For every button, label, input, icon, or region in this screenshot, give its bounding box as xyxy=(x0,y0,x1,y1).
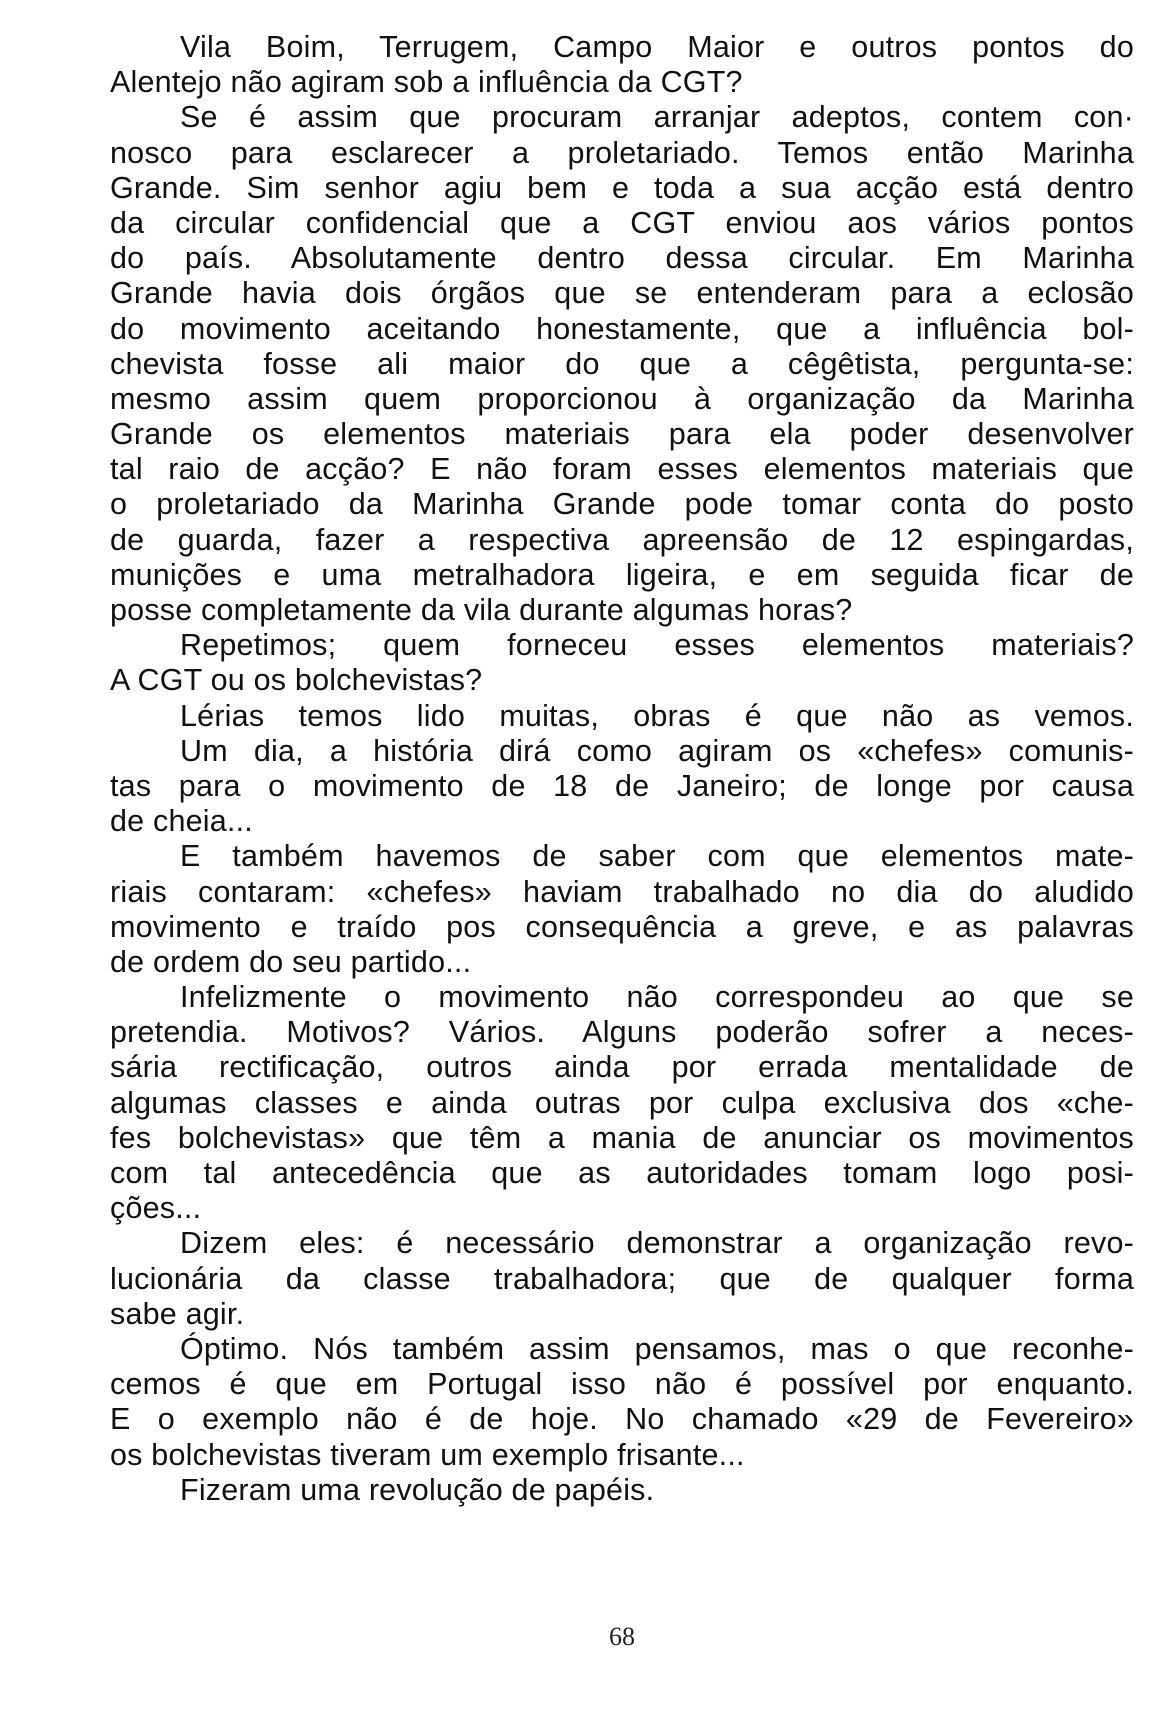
text-line: Lérias temos lido muitas, obras é que não as vemos. xyxy=(180,698,1134,733)
text-line: Óptimo. Nós também assim pensamos, mas o que reconhe- xyxy=(180,1331,1134,1366)
text-line: mesmo assim quem proporcionou à organização da Marinha xyxy=(110,381,1134,416)
text-line: Grande. Sim senhor agiu bem e toda a sua acção está dentro xyxy=(110,170,1134,205)
text-line: Se é assim que procuram arranjar adeptos, contem con· xyxy=(180,100,1134,135)
text-line: Alentejo não agiram sob a influência da CGT? xyxy=(110,65,743,100)
text-line: o proletariado da Marinha Grande pode tomar conta do posto xyxy=(110,487,1134,522)
text-line: chevista fosse ali maior do que a cêgêtista, pergunta-se: xyxy=(110,346,1134,381)
text-line: de ordem do seu partido... xyxy=(110,944,472,979)
text-line: Grande os elementos materiais para ela poder desenvolver xyxy=(110,417,1134,452)
text-line: posse completamente da vila durante algumas horas? xyxy=(110,593,853,627)
text-line: pretendia. Motivos? Vários. Alguns poderão sofrer a neces- xyxy=(110,1015,1134,1050)
text-line: os bolchevistas tiveram um exemplo frisante... xyxy=(110,1437,745,1472)
text-line: do movimento aceitando honestamente, que a influência bol- xyxy=(110,311,1134,346)
text-line: sabe agir. xyxy=(110,1296,245,1331)
text-line: A CGT ou os bolchevistas? xyxy=(110,663,483,698)
body-text xyxy=(110,30,1134,1508)
text-line: lucionária da classe trabalhadora; que de qualquer forma xyxy=(110,1261,1134,1296)
text-line: E também havemos de saber com que elementos mate- xyxy=(180,839,1134,874)
text-line: nosco para esclarecer a proletariado. Temos então Marinha xyxy=(110,135,1134,170)
text-line: de guarda, fazer a respectiva apreensão de 12 espingardas, xyxy=(110,522,1134,557)
page-number: 68 xyxy=(609,1622,635,1651)
text-line: movimento e traído pos consequência a greve, e as palavras xyxy=(110,909,1134,944)
text-line: tas para o movimento de 18 de Janeiro; de longe por causa xyxy=(110,768,1134,803)
text-line: Repetimos; quem forneceu esses elementos materiais? xyxy=(180,628,1134,663)
text-line: Grande havia dois órgãos que se entenderam para a eclosão xyxy=(110,276,1134,311)
text-line: ções... xyxy=(110,1191,202,1226)
text-line: Vila Boim, Terrugem, Campo Maior e outros pontos do xyxy=(180,30,1134,64)
text-line: tal raio de acção? E não foram esses elementos materiais que xyxy=(110,452,1134,487)
text-line: riais contaram: «chefes» haviam trabalhado no dia do aludido xyxy=(110,874,1134,909)
text-line: munições e uma metralhadora ligeira, e em seguida ficar de xyxy=(110,557,1134,592)
text-line: Um dia, a história dirá como agiram os «chefes» comunis- xyxy=(180,733,1134,768)
document-page xyxy=(110,30,1134,1651)
text-line: fes bolchevistas» que têm a mania de anunciar os movimentos xyxy=(110,1120,1134,1155)
text-line: de cheia... xyxy=(110,804,253,839)
text-line: algumas classes e ainda outras por culpa exclusiva dos «che- xyxy=(110,1085,1134,1120)
text-line: da circular confidencial que a CGT enviou aos vários pontos xyxy=(110,205,1134,240)
text-line: Fizeram uma revolução de papéis. xyxy=(180,1472,655,1507)
text-line: cemos é que em Portugal isso não é possível por enquanto. xyxy=(110,1367,1134,1402)
text-line: com tal antecedência que as autoridades tomam logo posi- xyxy=(110,1156,1134,1190)
text-line: do país. Absolutamente dentro dessa circular. Em Marinha xyxy=(110,241,1134,276)
text-line: sária rectificação, outros ainda por errada mentalidade de xyxy=(110,1050,1134,1085)
text-line: Infelizmente o movimento não correspondeu ao que se xyxy=(180,980,1134,1015)
text-line: E o exemplo não é de hoje. No chamado «29 de Fevereiro» xyxy=(110,1402,1134,1437)
text-line: Dizem eles: é necessário demonstrar a organização revo- xyxy=(180,1226,1134,1261)
